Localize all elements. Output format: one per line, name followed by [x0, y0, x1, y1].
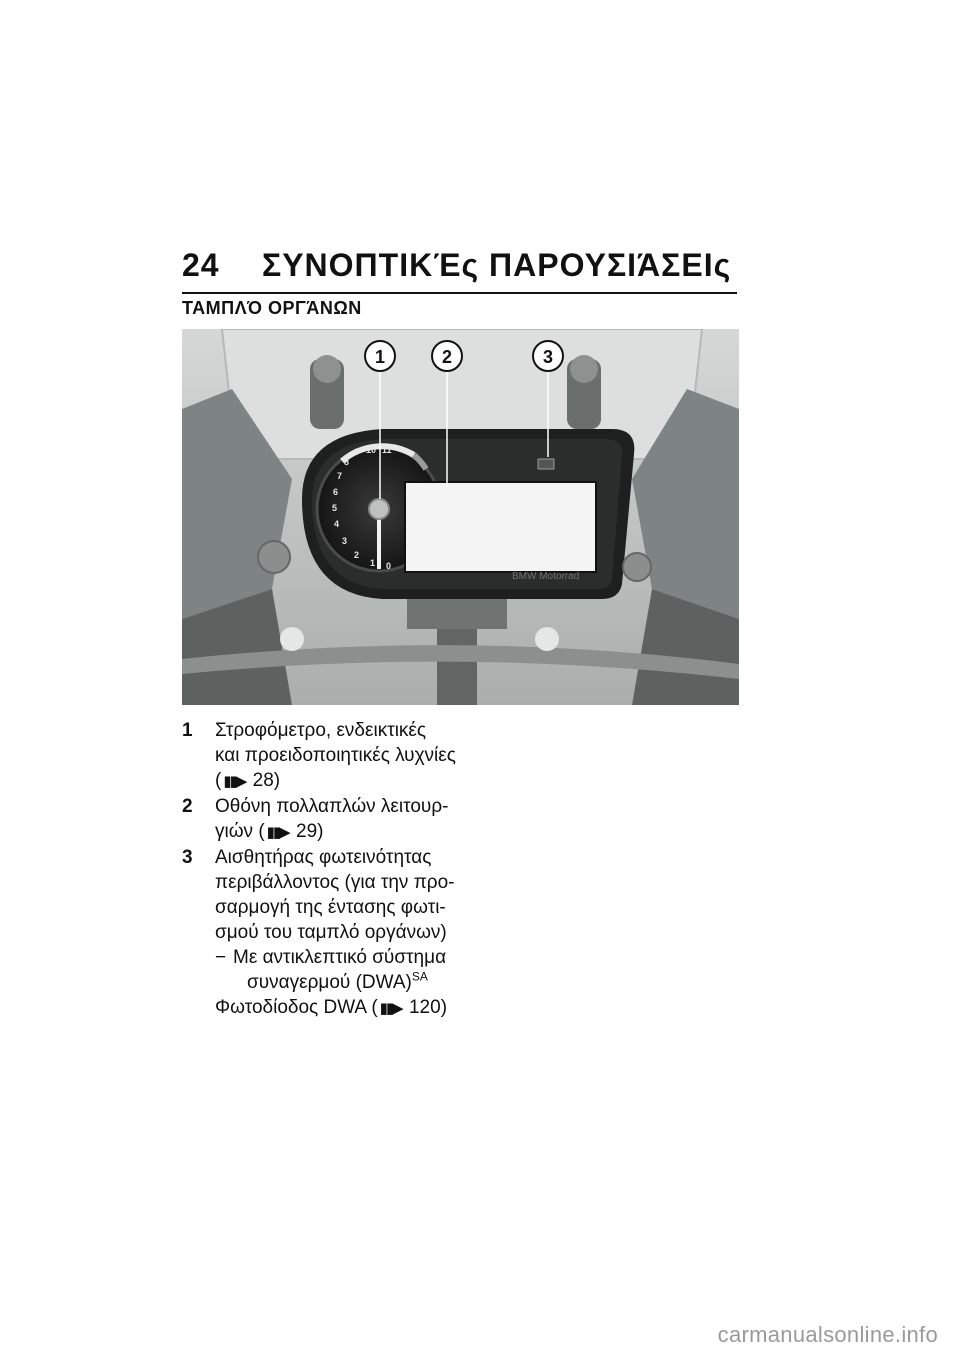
legend-text: συναγερμού (DWA)	[247, 972, 412, 993]
legend-text: Οθόνη πολλαπλών λειτουρ-	[215, 796, 449, 817]
tacho-number-5: 5	[332, 503, 338, 513]
optional-equipment-note	[215, 945, 472, 995]
section-title: ΤΑΜΠΛΌ ΟΡΓΆΝΩΝ	[182, 298, 362, 318]
reference-page: 120	[408, 997, 441, 1018]
legend-text: και προειδοποιητικές λυχνίες	[215, 745, 456, 766]
callout-1: 1	[374, 347, 386, 367]
tacho-number-0: 0	[386, 561, 392, 571]
chapter-title: ΣΥΝΟΠΤΙΚΈς ΠΑΡΟΥΣΙΆΣΕΙς	[262, 247, 732, 283]
arrow-right-icon: ▮▮▶	[223, 773, 246, 790]
callout-3: 3	[542, 347, 554, 367]
arrow-right-icon: ▮▮▶	[379, 1000, 402, 1017]
legend-text: σαρμογή της έντασης φωτι-	[215, 897, 446, 918]
legend-text: γιών	[215, 821, 254, 842]
optional-equipment-sup: SA	[411, 969, 428, 984]
legend-item-2: 2 Οθόνη πολλαπλών λειτουρ- γιών ( ▮▮▶ 29)	[182, 794, 472, 845]
instrument-cluster-illustration	[182, 329, 739, 705]
brand-text: BMW Motorrad	[512, 571, 580, 582]
tacho-number-3: 3	[342, 536, 348, 546]
legend-list	[182, 718, 472, 1021]
tacho-number-9: 9	[354, 447, 360, 457]
tacho-number-1: 1	[370, 558, 376, 568]
tacho-number-10: 10	[366, 445, 377, 455]
legend-text: Αισθητήρας φωτεινότητας	[215, 847, 432, 868]
tacho-number-7: 7	[337, 471, 343, 481]
legend-number: 1	[182, 720, 193, 741]
tacho-number-2: 2	[354, 550, 360, 560]
instrument-cluster-figure	[182, 329, 739, 705]
legend-text: περιβάλλοντος (για την προ-	[215, 872, 455, 893]
page-number: 24	[182, 247, 220, 283]
legend-text: Φωτοδίοδος DWA	[215, 997, 367, 1018]
legend-text: Στροφόμετρο, ενδεικτικές	[215, 720, 427, 741]
arrow-right-icon: ▮▮▶	[266, 824, 289, 841]
callout-2: 2	[441, 347, 453, 367]
dash: −	[215, 947, 227, 968]
reference-page: 28	[252, 770, 274, 791]
watermark: carmanualsonline.info	[717, 1322, 938, 1347]
legend-text: σμού του ταμπλό οργάνων)	[215, 922, 447, 943]
legend-number: 3	[182, 847, 193, 868]
legend-item-3: 3 Αισθητήρας φωτεινότητας περιβάλλοντος (για την προ- σαρμογή της έντασης φωτι- σμού του ταμπλό οργάνων) − Με αντικλεπτικό σύστημα συναγερμού (DWA)$^{SA}$ Φωτοδίοδος DWA ( ▮▮▶ 120)	[182, 845, 472, 1021]
tacho-number-8: 8	[344, 457, 350, 467]
legend-number: 2	[182, 796, 193, 817]
tacho-number-4: 4	[334, 519, 340, 529]
tacho-number-6: 6	[333, 487, 339, 497]
legend-item-1	[182, 718, 472, 794]
tacho-number-11: 11	[382, 445, 392, 455]
page-reference: ( ▮▮▶ 28)	[215, 768, 472, 794]
reference-page: 29	[296, 821, 318, 842]
legend-text: Με αντικλεπτικό σύστημα	[233, 947, 447, 968]
header-rule	[182, 292, 737, 294]
